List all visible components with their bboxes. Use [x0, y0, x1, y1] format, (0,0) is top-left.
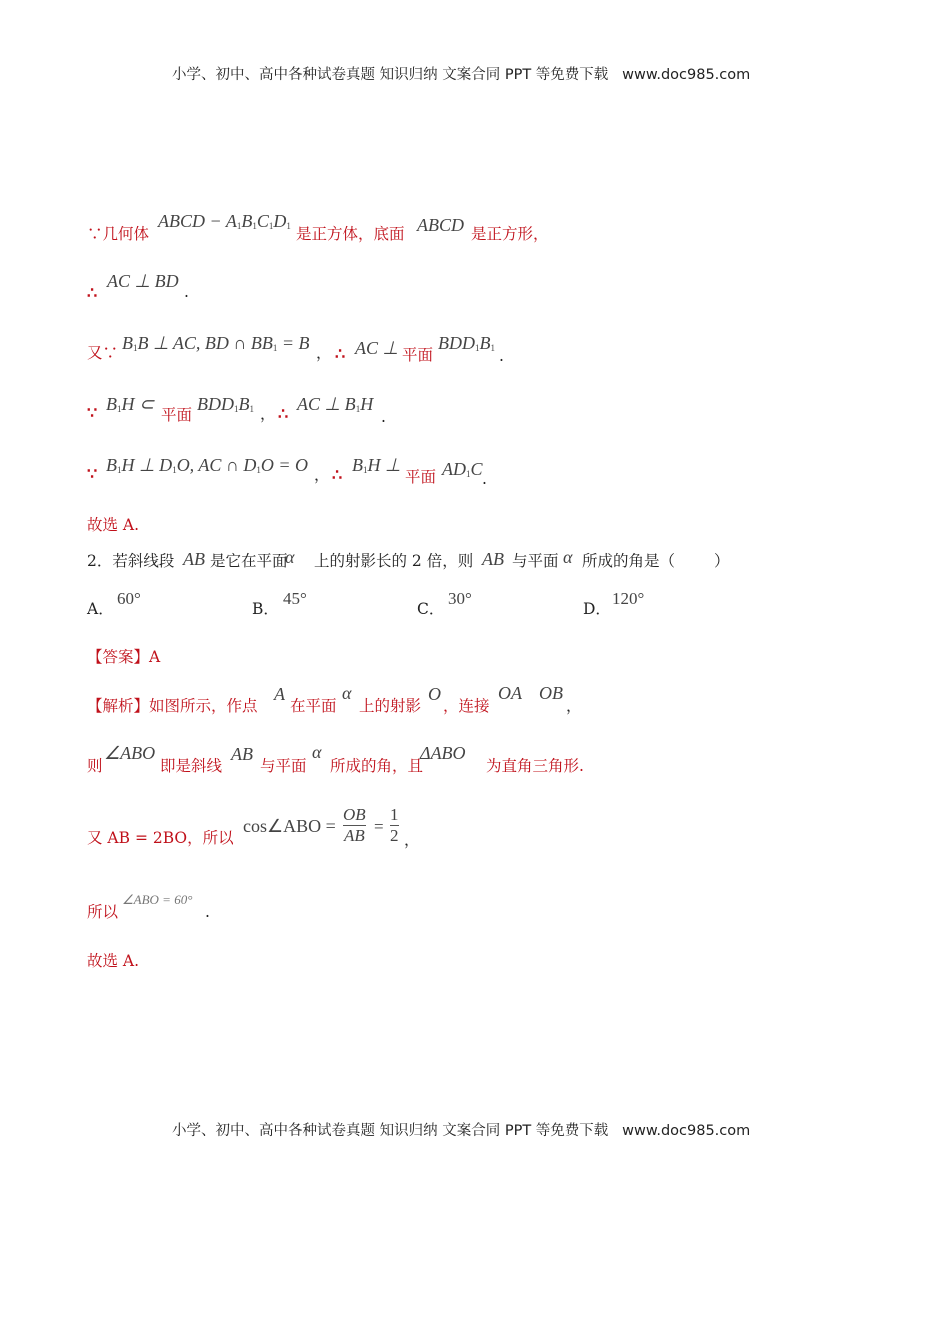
text: 是正方形， [471, 225, 549, 243]
math: ∠ABO = 60° [122, 892, 193, 907]
answer-label: 【答案】A [87, 648, 161, 666]
comma: ， [404, 831, 420, 849]
text: 是它在平面 [210, 552, 288, 570]
page-header: 小学、初中、高中各种试卷真题 知识归纳 文案合同 PPT 等免费下载 www.doc985.com [172, 67, 751, 83]
option-d-value: 120° [612, 589, 645, 608]
text: 即是斜线 [160, 757, 223, 775]
equals: = [374, 817, 384, 836]
text: 在平面 [290, 697, 337, 715]
option-b-value: 45° [283, 589, 307, 608]
math: cos∠ABO = [243, 816, 336, 836]
text: 则 [87, 757, 103, 775]
because-symbol: ∵ [87, 403, 98, 422]
comma: ， [566, 697, 582, 715]
math: $B_1H$ ⊥ [352, 455, 401, 475]
math: $B_1H$ ⊥ $D_1O$, AC ∩ $D_1O = O$ [106, 455, 309, 475]
therefore-symbol: ∴ [332, 465, 343, 484]
text: 又∵ [87, 344, 119, 362]
denominator: AB [343, 825, 365, 845]
math: $BDD_1B_1$ [438, 333, 495, 353]
fraction-ob-ab [343, 805, 366, 845]
period: . [381, 408, 386, 426]
math: ΔABO [420, 743, 466, 763]
math: O [428, 684, 441, 704]
period: . [499, 347, 504, 365]
period: . [184, 283, 189, 301]
math: AC ⊥ BD [107, 271, 179, 291]
text: ∵几何体 [87, 225, 150, 243]
math: α [563, 547, 573, 567]
therefore-symbol: ∴ [87, 283, 98, 302]
numerator: OB [343, 805, 366, 824]
therefore-symbol: ∴ [278, 404, 289, 423]
math: $AD_1C$ [442, 459, 483, 479]
text: 平面 [402, 346, 434, 364]
text: 又 AB = 2BO，所以 [87, 829, 234, 847]
math: ∠ABO [104, 743, 156, 763]
text: ） [714, 552, 730, 570]
option-c-value: 30° [448, 589, 472, 608]
numerator: 1 [390, 805, 399, 824]
text: 平面 [161, 406, 193, 424]
math: OA [498, 683, 522, 703]
math: $B_1H$ ⊂ [106, 394, 155, 414]
option-b-label: B． [252, 600, 279, 618]
math: AC ⊥ [355, 338, 399, 358]
period: . [482, 470, 487, 488]
text: 所成的角，且 [330, 757, 424, 775]
text: 所以 [87, 903, 119, 921]
text: 是正方体，底面 [296, 225, 405, 243]
text: 【解析】如图所示，作点 [87, 697, 258, 715]
math: AB [183, 549, 205, 569]
therefore-symbol: ∴ [335, 344, 346, 363]
math: $BDD_1B_1$ [197, 394, 254, 414]
choose-answer: 故选 A. [87, 952, 140, 970]
text: ，连接 [443, 697, 490, 715]
option-c-label: C． [417, 600, 445, 618]
denominator: 2 [390, 825, 399, 845]
comma: ， [314, 466, 330, 484]
math: ABCD [417, 215, 464, 235]
comma: ， [316, 344, 332, 362]
choose-answer: 故选 A. [87, 516, 140, 534]
fraction-one-half [390, 805, 399, 845]
math: AB [231, 744, 253, 764]
math: ABCD − $A_1B_1C_1D_1$ [158, 211, 291, 231]
page-footer: 小学、初中、高中各种试卷真题 知识归纳 文案合同 PPT 等免费下载 www.doc985.com [172, 1123, 751, 1139]
math: OB [539, 683, 563, 703]
math: A [274, 684, 285, 704]
text: 上的射影 [359, 697, 422, 715]
text: 与平面 [512, 552, 559, 570]
math: α [312, 742, 322, 762]
text: 上的射影长的 2 倍，则 [314, 552, 474, 570]
math: α [285, 547, 295, 567]
math: AB [482, 549, 504, 569]
text: 2．若斜线段 [87, 552, 175, 570]
text: 为直角三角形. [486, 757, 584, 775]
option-d-label: D． [583, 600, 611, 618]
math: AC ⊥ $B_1H$ [297, 394, 374, 414]
option-a-label: A． [87, 600, 114, 618]
math: $B_1B$ ⊥ AC, BD ∩ $BB_1 = B$ [122, 333, 310, 353]
text: 平面 [405, 468, 437, 486]
option-a-value: 60° [117, 589, 141, 608]
because-symbol: ∵ [87, 464, 98, 483]
math: α [342, 683, 352, 703]
text: 所成的角是（ [582, 552, 676, 570]
period: . [205, 903, 210, 921]
text: 与平面 [260, 757, 307, 775]
comma: ， [260, 405, 276, 423]
